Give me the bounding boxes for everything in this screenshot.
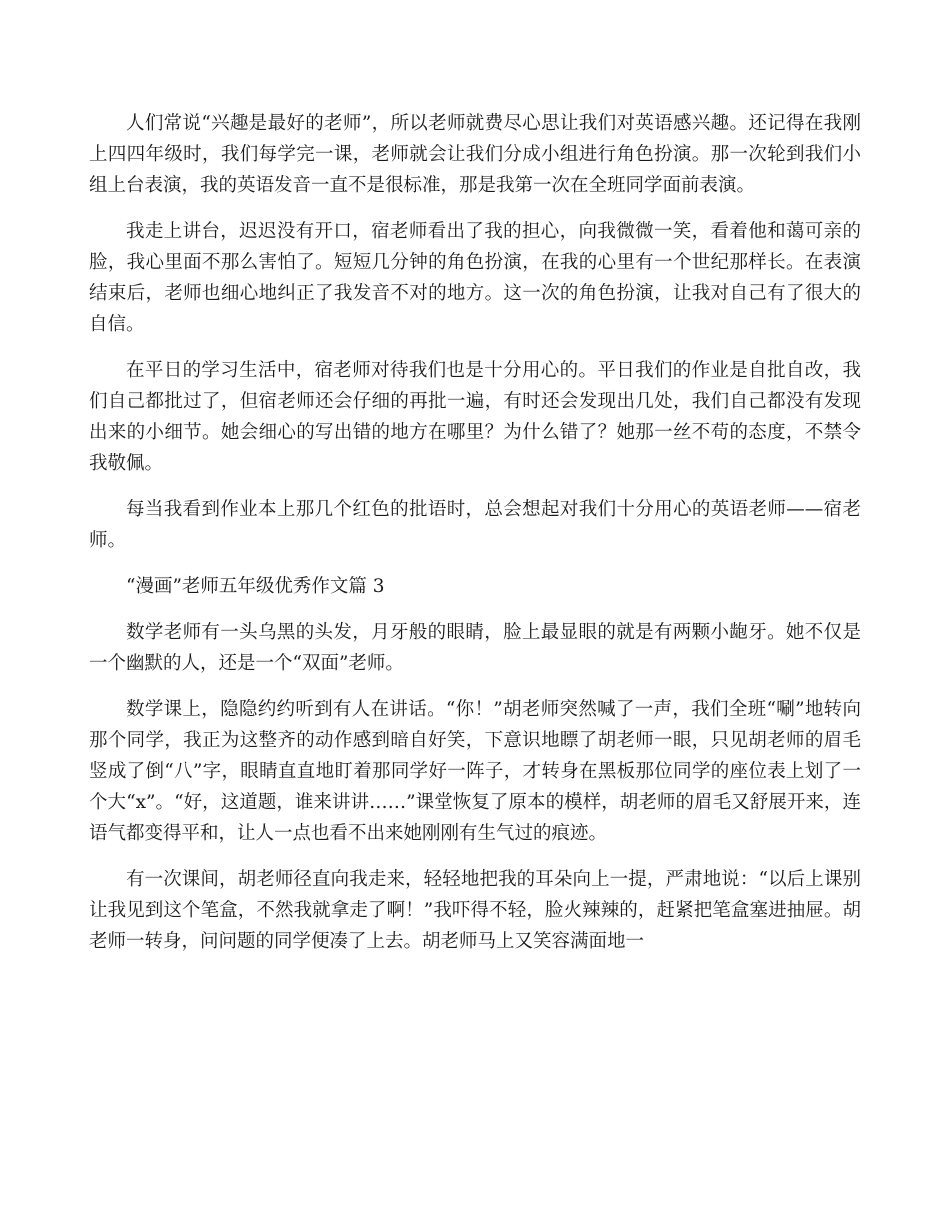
- article-body: [89, 108, 861, 972]
- section-paragraph-2: 数学课上，隐隐约约听到有人在讲话。“你！”胡老师突然喊了一声，我们全班“唰”地转向那个同学，我正为这整齐的动作感到暗自好笑，下意识地瞟了胡老师一眼，只见胡老师的眉毛竖成了倒“八”字，眼睛直直地盯着那同学好一阵子，才转身在黑板那位同学的座位表上划了一个大“x”。“好，这道题，谁来讲讲……”课堂恢复了原本的模样，胡老师的眉毛又舒展开来，连语气都变得平和，让人一点也看不出来她刚刚有生气过的痕迹。: [89, 699, 861, 844]
- section-paragraph-3: 有一次课间，胡老师径直向我走来，轻轻地把我的耳朵向上一提，严肃地说：“以后上课别让我见到这个笔盒，不然我就拿走了啊！”我吓得不轻，脸火辣辣的，赶紧把笔盒塞进抽屉。胡老师一转身，问问题的同学便凑了上去。胡老师马上又笑容满面地一: [89, 869, 861, 952]
- section-paragraph-1: 数学老师有一头乌黑的头发，月牙般的眼睛，脸上最显眼的就是有两颗小龅牙。她不仅是一个幽默的人，还是一个“双面”老师。: [89, 622, 861, 674]
- paragraph-1: 人们常说“兴趣是最好的老师”，所以老师就费尽心思让我们对英语感兴趣。还记得在我刚上四四年级时，我们每学完一课，老师就会让我们分成小组进行角色扮演。那一次轮到我们小组上台表演，我的英语发音一直不是很标准，那是我第一次在全班同学面前表演。: [89, 113, 861, 196]
- section-heading: “漫画”老师五年级优秀作文篇 3: [126, 576, 385, 597]
- paragraph-3: 在平日的学习生活中，宿老师对待我们也是十分用心的。平日我们的作业是自批自改，我们自己都批过了，但宿老师还会仔细的再批一遍，有时还会发现出几处，我们自己都没有发现出来的小细节。她会细心的写出错的地方在哪里？为什么错了？她那一丝不苟的态度，不禁令我敬佩。: [89, 360, 861, 474]
- paragraph-2: 我走上讲台，迟迟没有开口，宿老师看出了我的担心，向我微微一笑，看着他和蔼可亲的脸，我心里面不那么害怕了。短短几分钟的角色扮演，在我的心里有一个世纪那样长。在表演结束后，老师也细心地纠正了我发音不对的地方。这一次的角色扮演，让我对自己有了很大的自信。: [89, 221, 861, 335]
- paragraph-4: 每当我看到作业本上那几个红色的批语时，总会想起对我们十分用心的英语老师——宿老师。: [89, 499, 861, 551]
